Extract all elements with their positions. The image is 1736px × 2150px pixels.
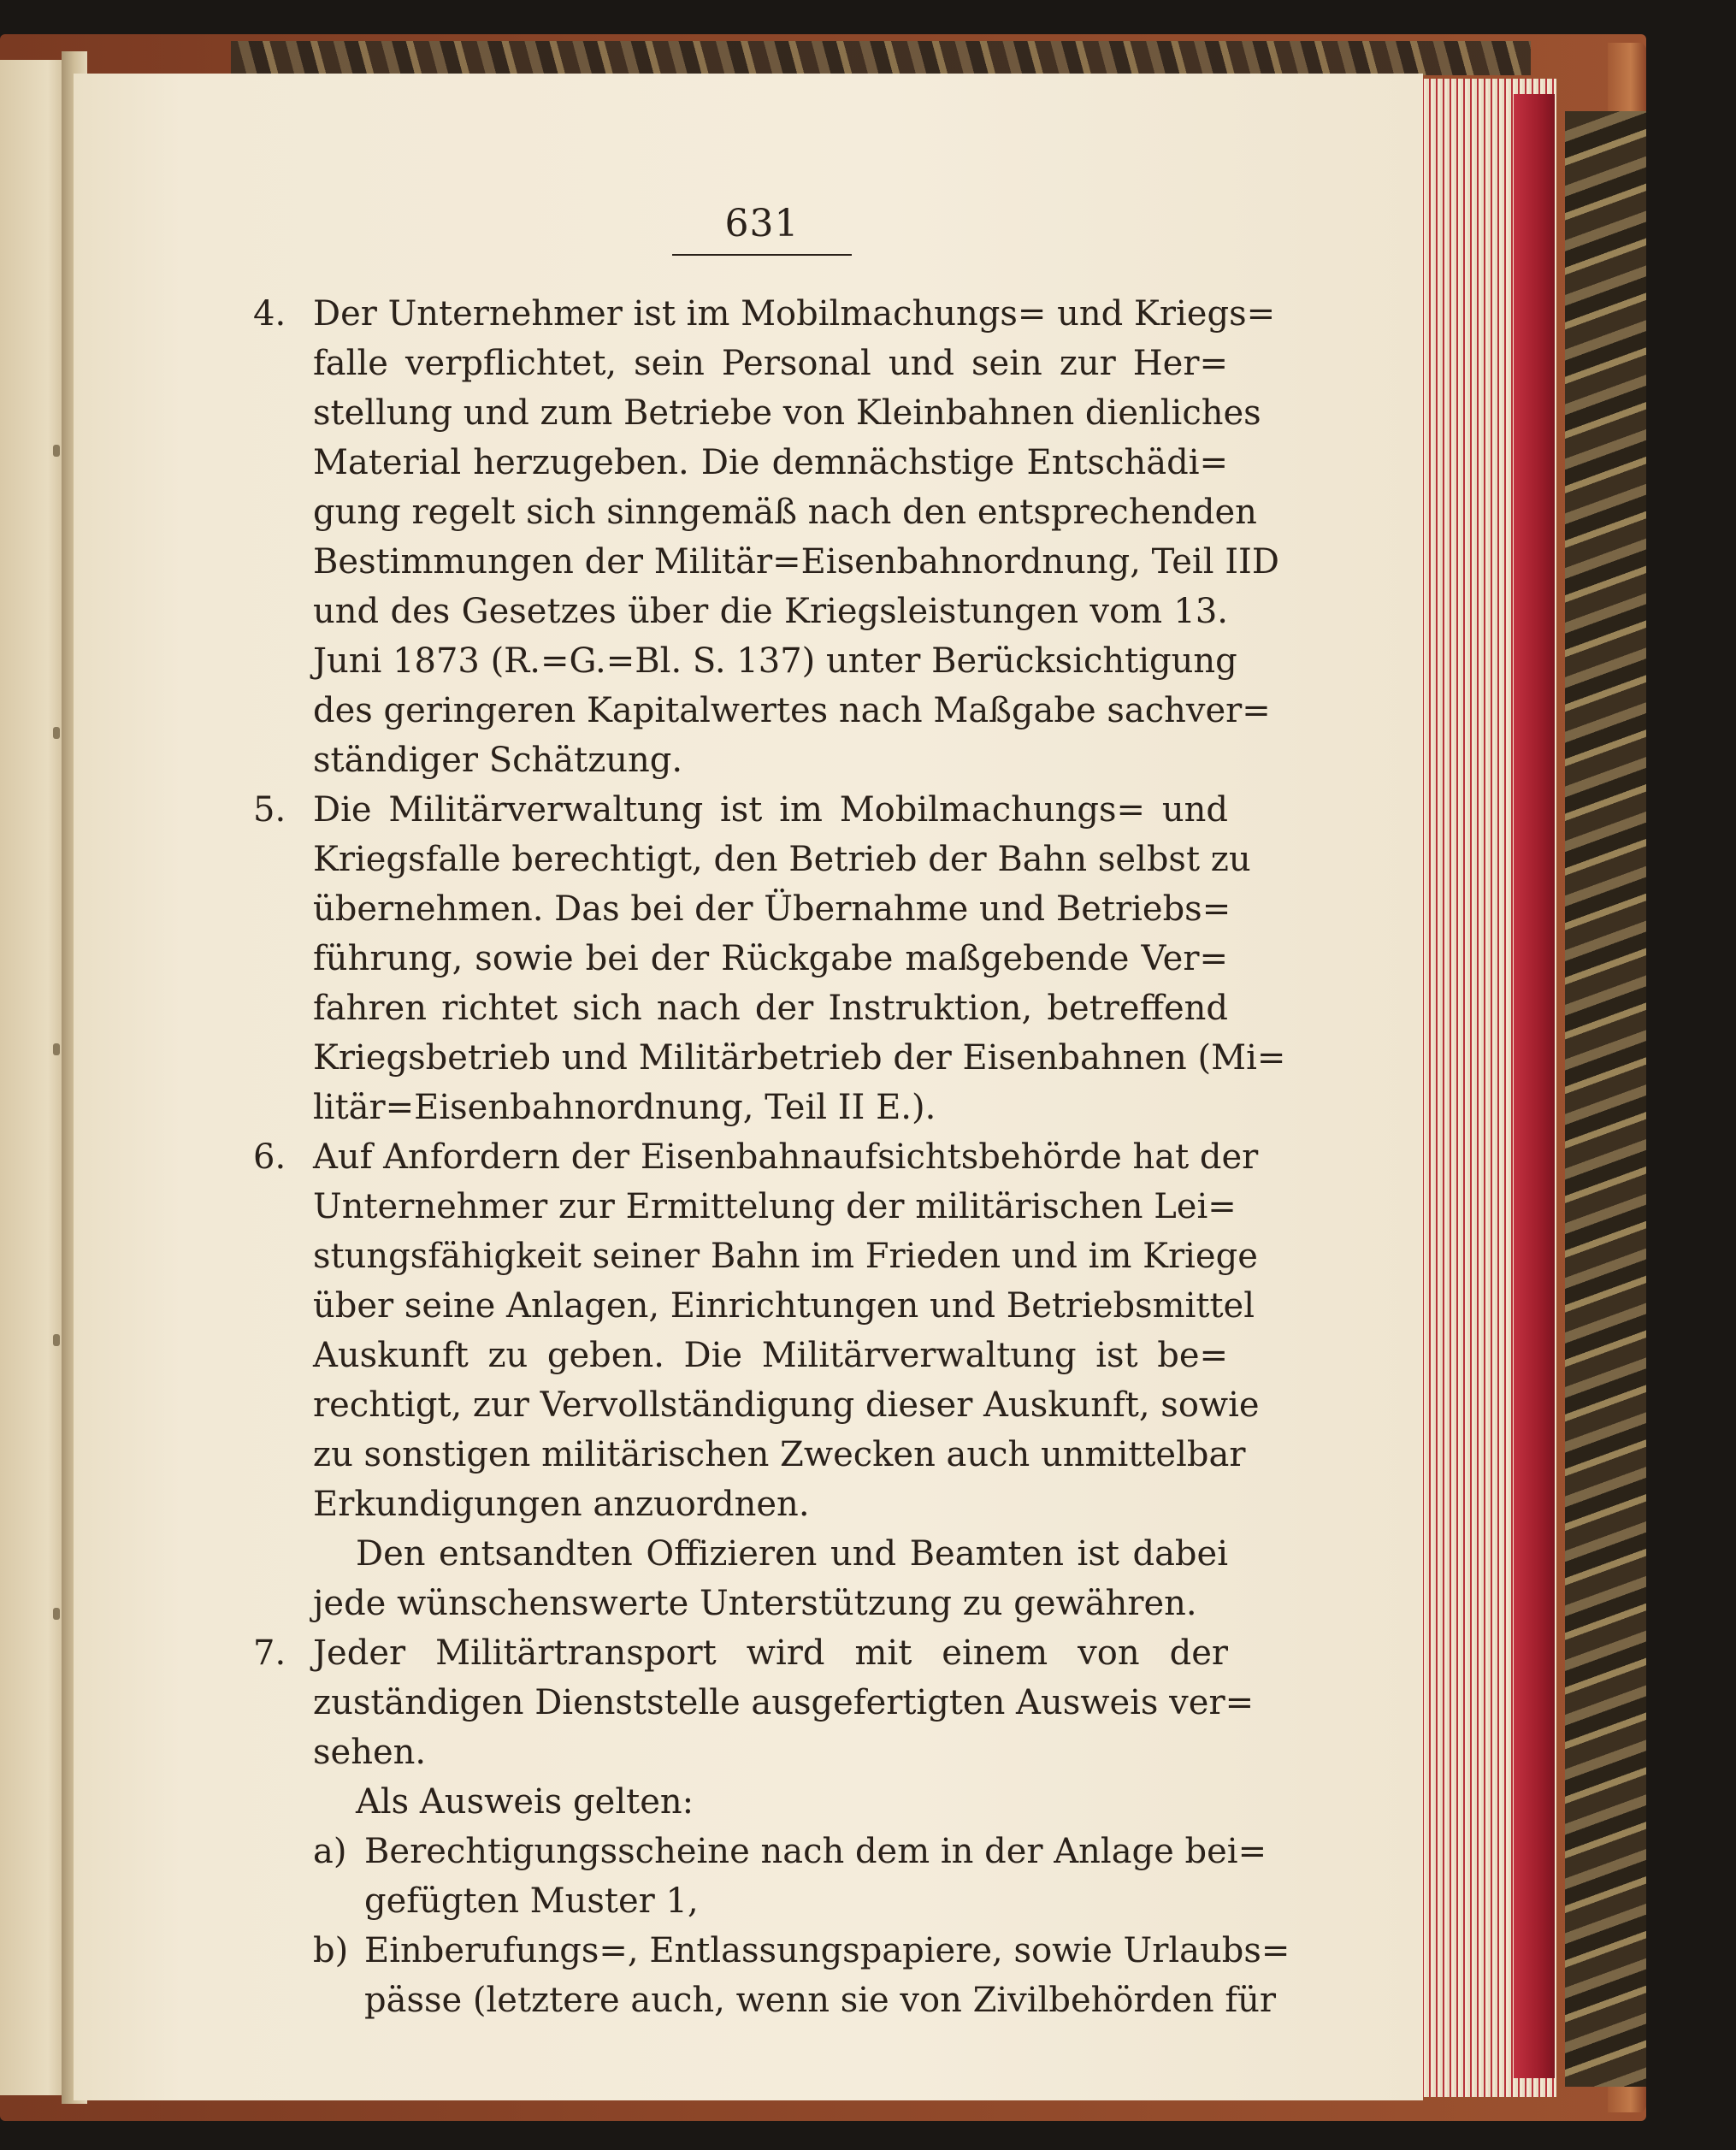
text-line: stellung und zum Betriebe von Kleinbahnen dienliches <box>313 393 1261 433</box>
text-line: Juni 1873 (R.=G.=Bl. S. 137) unter Berücksichtigung <box>313 641 1237 681</box>
text-line: gung regelt sich sinngemäß nach den entsprechenden <box>313 493 1257 532</box>
text-line: über seine Anlagen, Einrichtungen und Betriebsmittel <box>313 1286 1255 1326</box>
text-line: rechtigt, zur Vervollständigung dieser Auskunft, sowie <box>313 1385 1260 1425</box>
text-line: pässe (letztere auch, wenn sie von Zivilbehörden für <box>364 1981 1277 2020</box>
text-line: führung, sowie bei der Rückgabe maßgebende Ver= <box>313 939 1228 978</box>
text-line: Den entsandten Offizieren und Beamten ist dabei <box>356 1534 1228 1574</box>
text-line: Die Militärverwaltung ist im Mobilmachungs= und <box>313 790 1228 830</box>
text-line: Bestimmungen der Militär=Eisenbahnordnung, Teil IID <box>313 542 1279 582</box>
text-line: jede wünschenswerte Unterstützung zu gewähren. <box>313 1584 1197 1623</box>
text-line: litär=Eisenbahnordnung, Teil II E.). <box>313 1088 936 1127</box>
text-line: stungsfähigkeit seiner Bahn im Frieden und im Kriege <box>313 1237 1258 1276</box>
section-number: 7. <box>253 1633 286 1673</box>
binding-stitch <box>53 1043 60 1055</box>
text-line: zu sonstigen militärischen Zwecken auch unmittelbar <box>313 1435 1246 1474</box>
text-line: Einberufungs=, Entlassungspapiere, sowie Urlaubs= <box>364 1931 1290 1970</box>
binding-stitch <box>53 727 60 739</box>
text-line: ständiger Schätzung. <box>313 741 683 780</box>
text-line: und des Gesetzes über die Kriegsleistungen vom 13. <box>313 592 1228 631</box>
section-number: 5. <box>253 790 286 830</box>
text-line: übernehmen. Das bei der Übernahme und Betriebs= <box>313 889 1231 929</box>
text-line: Auskunft zu geben. Die Militärverwaltung ist be= <box>313 1336 1228 1375</box>
left-page-edge <box>0 60 68 2095</box>
text-line: Material herzugeben. Die demnächstige Entschädi= <box>313 443 1228 482</box>
text-line: sehen. <box>313 1733 427 1772</box>
text-line: Auf Anfordern der Eisenbahnaufsichtsbehörde hat der <box>313 1137 1259 1177</box>
page-text <box>74 74 1423 2100</box>
list-label: b) <box>313 1931 349 1970</box>
section-number: 4. <box>253 294 286 334</box>
text-line: gefügten Muster 1, <box>364 1881 699 1921</box>
text-line: Erkundigungen anzuordnen. <box>313 1485 810 1524</box>
section-number: 6. <box>253 1137 286 1177</box>
binding-stitch <box>53 1608 60 1620</box>
binding-stitch <box>53 445 60 457</box>
text-line: fahren richtet sich nach der Instruktion, betreffend <box>313 989 1228 1028</box>
text-line: Berechtigungsscheine nach dem in der Anlage bei= <box>364 1832 1267 1871</box>
text-line: Kriegsfalle berechtigt, den Betrieb der Bahn selbst zu <box>313 840 1251 879</box>
red-page-edge <box>1514 94 1555 2078</box>
text-line: falle verpflichtet, sein Personal und sein zur Her= <box>313 344 1228 383</box>
text-line: zuständigen Dienststelle ausgefertigten Ausweis ver= <box>313 1683 1255 1722</box>
text-line: Der Unternehmer ist im Mobilmachungs= und Kriegs= <box>313 294 1276 334</box>
binding-stitch <box>53 1334 60 1346</box>
marbled-board-top <box>231 41 1531 75</box>
book-page <box>74 74 1423 2100</box>
text-line: Unternehmer zur Ermittelung der militärischen Lei= <box>313 1187 1237 1226</box>
text-line: Als Ausweis gelten: <box>356 1782 694 1822</box>
marbled-board-right <box>1565 111 1646 2087</box>
page-number: 631 <box>672 202 852 256</box>
text-line: Kriegsbetrieb und Militärbetrieb der Eisenbahnen (Mi= <box>313 1038 1286 1078</box>
text-line: Jeder Militärtransport wird mit einem von der <box>313 1633 1228 1673</box>
text-line: des geringeren Kapitalwertes nach Maßgabe sachver= <box>313 691 1271 730</box>
list-label: a) <box>313 1832 347 1871</box>
